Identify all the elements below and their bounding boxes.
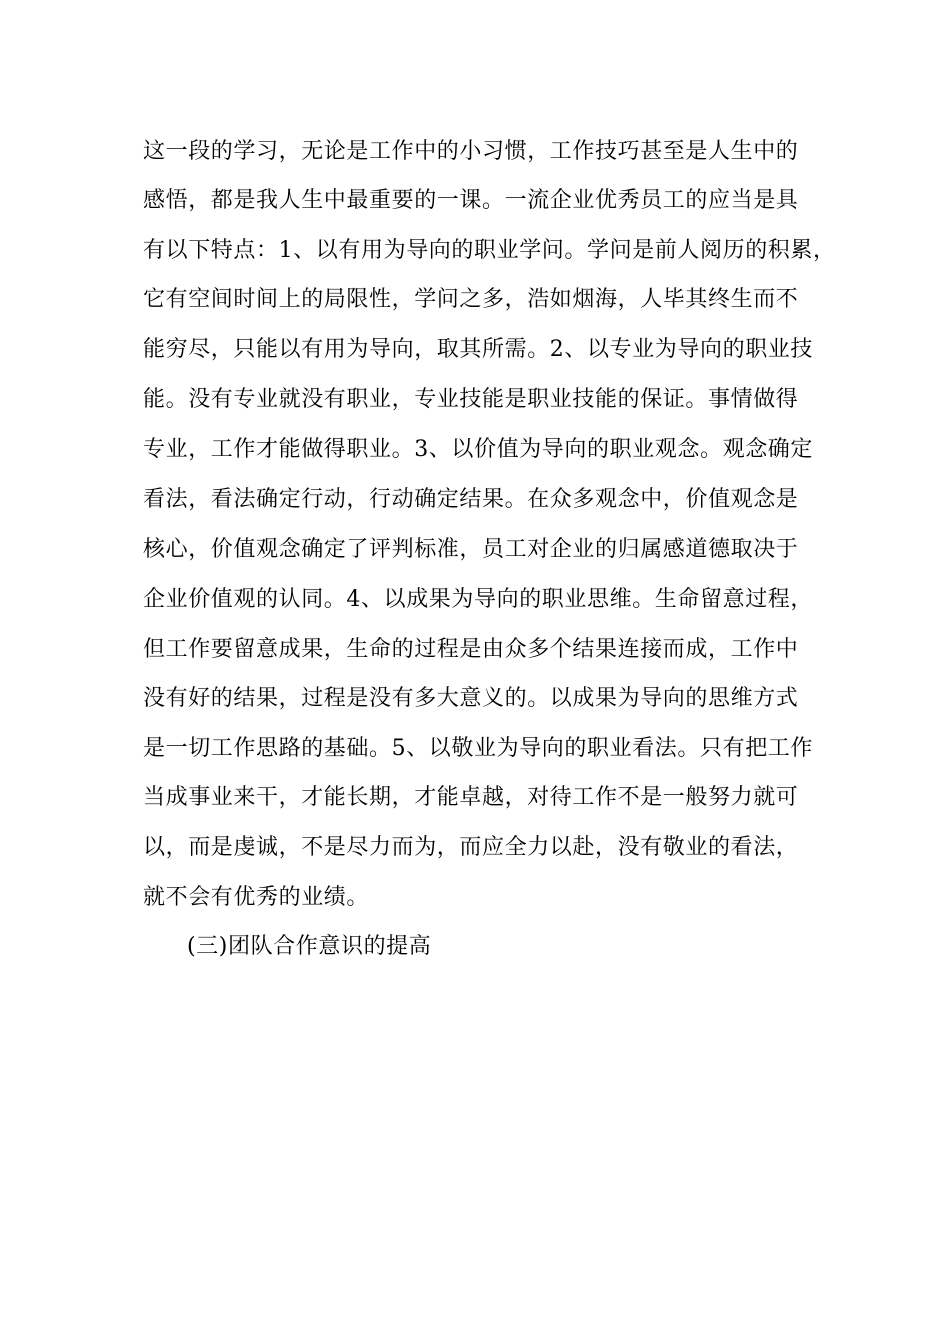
paragraph-line: 这一段的学习，无论是工作中的小习惯，工作技巧甚至是人生中的: [143, 139, 799, 164]
paragraph-line: 有以下特点：1、以有用为导向的职业学问。学问是前人阅历的积累，: [143, 238, 836, 263]
paragraph-line: 核心，价值观念确定了评判标准，员工对企业的归属感道德取决于: [143, 537, 799, 562]
paragraph-line: 以，而是虔诚，不是尽力而为，而应全力以赴，没有敬业的看法，: [143, 835, 799, 860]
paragraph-line: 但工作要留意成果，生命的过程是由众多个结果连接而成，工作中: [143, 637, 799, 662]
paragraph-line: 当成事业来干，才能长期，才能卓越，对待工作不是一般努力就可: [143, 785, 799, 810]
paragraph-line: 能穷尽，只能以有用为导向，取其所需。2、以专业为导向的职业技: [143, 337, 813, 362]
paragraph-line: 它有空间时间上的局限性，学问之多，浩如烟海，人毕其终生而不: [143, 287, 799, 312]
paragraph-line: 没有好的结果，过程是没有多大意义的。以成果为导向的思维方式: [143, 686, 799, 711]
paragraph-line: 看法，看法确定行动，行动确定结果。在众多观念中，价值观念是: [143, 487, 799, 512]
paragraph-line: 是一切工作思路的基础。5、以敬业为导向的职业看法。只有把工作: [143, 736, 813, 761]
section-heading: (三)团队合作意识的提高: [187, 934, 432, 959]
paragraph-line: 企业价值观的认同。4、以成果为导向的职业思维。生命留意过程，: [143, 587, 813, 612]
paragraph-line: 就不会有优秀的业绩。: [143, 885, 370, 910]
paragraph-line: 能。没有专业就没有职业，专业技能是职业技能的保证。事情做得: [143, 387, 799, 412]
paragraph-line: 专业，工作才能做得职业。3、以价值为导向的职业观念。观念确定: [143, 437, 813, 462]
paragraph-line: 感悟，都是我人生中最重要的一课。一流企业优秀员工的应当是具: [143, 188, 799, 213]
